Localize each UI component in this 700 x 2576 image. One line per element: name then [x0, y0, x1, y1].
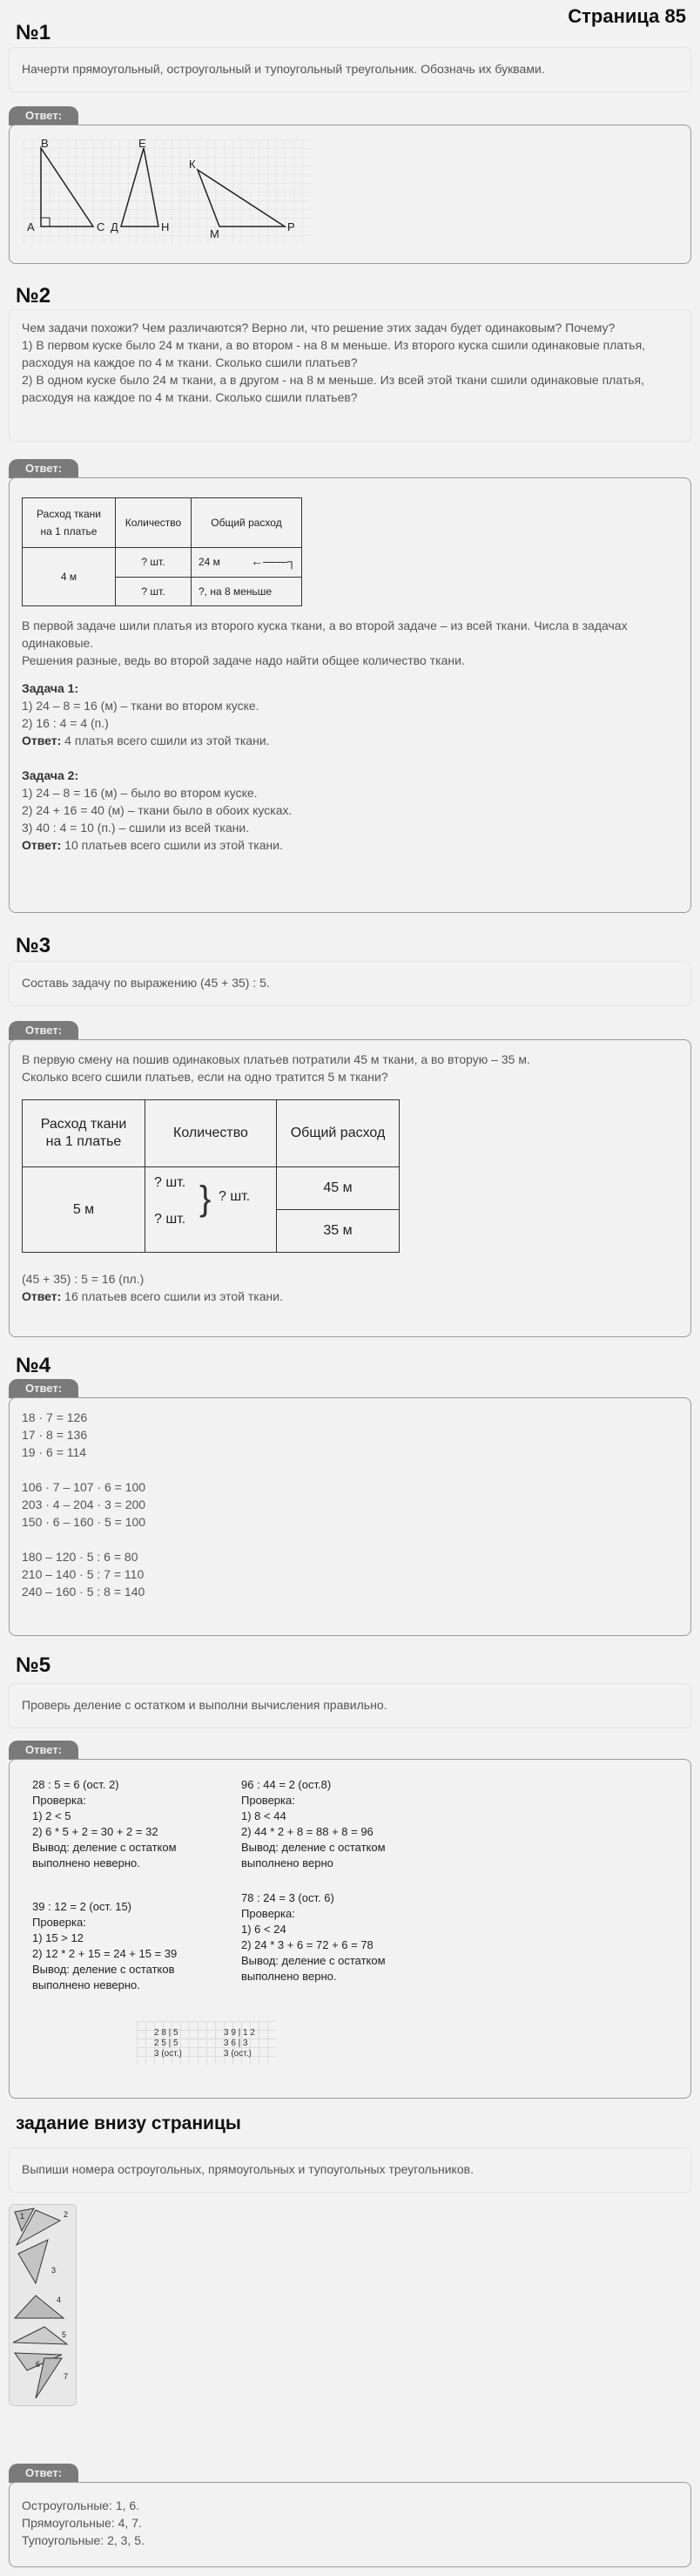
z1-line-2: 2) 16 : 4 = 4 (п.): [22, 716, 109, 730]
t5-c1b-4: Вывод: деление с остатков: [32, 1963, 175, 1976]
t4-line-10: 210 – 140 · 5 : 7 = 110: [22, 1567, 145, 1581]
t6-ans-3: Тупоугольные: 2, 3, 5.: [22, 2533, 145, 2547]
task3-answer: [9, 1039, 691, 1337]
t5-c1b-3: 2) 12 * 2 + 15 = 24 + 15 = 39: [32, 1947, 178, 1960]
num-6: 6: [36, 2360, 41, 2369]
t5-c1b-1: Проверка:: [32, 1916, 86, 1929]
t5-c1b-2: 1) 15 > 12: [32, 1931, 84, 1944]
t3-c1: 5 м: [23, 1167, 145, 1253]
t4-line-2: 17 · 8 = 136: [22, 1428, 88, 1442]
num-3: 3: [51, 2266, 57, 2275]
triangles-drawing: [24, 139, 311, 244]
label-s: С: [97, 220, 105, 233]
t5-long2: [224, 2028, 255, 2059]
t5-c1a-4: Вывод: деление с остатком: [32, 1841, 177, 1854]
t3-problem-1: В первую смену на пошив одинаковых платьев потратили 45 м ткани, а во вторую – 35 м.: [22, 1052, 530, 1066]
label-d: Д: [111, 220, 118, 233]
t3-solution: (45 + 35) : 5 = 16 (пл.): [22, 1272, 145, 1286]
t5-col1a: [32, 1777, 232, 1871]
t2-c1: 4 м: [23, 548, 116, 606]
task4-heading: №4: [16, 1354, 51, 1377]
task6-text: Выпиши номера остроугольных, прямоугольных и тупоугольных треугольников.: [9, 2147, 691, 2193]
num-1: 1: [20, 2212, 25, 2221]
t2-q1: ? шт.: [116, 548, 192, 578]
t5-col2b: [241, 1890, 441, 1984]
t5-c2a-2: 1) 8 < 44: [241, 1809, 286, 1822]
t2-v1: [192, 548, 302, 578]
t5-long-division: [137, 2021, 276, 2065]
t5-c2a-4: Вывод: деление с остатком: [241, 1841, 386, 1854]
t2-v1-text: 24 м: [199, 556, 220, 569]
task5-answer-tab[interactable]: Ответ:: [9, 1741, 78, 1760]
z1-line-1: 1) 24 – 8 = 16 (м) – ткани во втором куске.: [22, 699, 259, 713]
label-r: Р: [287, 220, 295, 233]
t5-c2a-1: Проверка:: [241, 1794, 295, 1807]
t2-h1: Расход ткани на 1 платье: [23, 498, 116, 548]
t4-line-1: 18 · 7 = 126: [22, 1410, 88, 1424]
task2-table: [22, 497, 302, 606]
task2-text: [9, 309, 691, 442]
task6-figure: [9, 2204, 77, 2406]
task6-answer: [9, 2482, 691, 2567]
z2-ans-text: 10 платьев всего сшили из этой ткани.: [61, 838, 283, 852]
arrow-left-icon: ←——┐: [251, 554, 296, 568]
num-4: 4: [57, 2295, 62, 2304]
brace-icon: }: [199, 1180, 212, 1218]
task1-answer-tab[interactable]: Ответ:: [9, 106, 78, 125]
t5-c1a-1: Проверка:: [32, 1794, 86, 1807]
task3-text: Составь задачу по выражению (45 + 35) : 5.: [9, 961, 691, 1006]
t3-problem-2: Сколько всего сшили платьев, если на одно тратится 5 м ткани?: [22, 1070, 388, 1084]
t5-c2a-5: выполнено верно: [241, 1856, 333, 1869]
t3-answer: [22, 1288, 678, 1305]
t5-col2a: [241, 1777, 441, 1871]
t5-c1a-2: 1) 2 < 5: [32, 1809, 71, 1822]
z2-line-2: 2) 24 + 16 = 40 (м) – ткани было в обоих кусках.: [22, 803, 293, 817]
task1-answer: [9, 125, 691, 264]
t5-c2b-5: выполнено верно.: [241, 1970, 337, 1983]
z1-answer: [22, 732, 678, 749]
label-a: А: [27, 220, 35, 233]
task2-heading: №2: [16, 284, 51, 308]
t5-l1-1: 2 5 | 5: [154, 2038, 178, 2048]
t5-c1a-5: выполнено неверно.: [32, 1856, 140, 1869]
task3-answer-tab[interactable]: Ответ:: [9, 1021, 78, 1040]
triangles-set-drawing: [10, 2205, 76, 2405]
task4-answer-tab[interactable]: Ответ:: [9, 1379, 78, 1398]
z1-ans-text: 4 платья всего сшили из этой ткани.: [61, 734, 270, 747]
t4-line-9: 180 – 120 · 5 : 6 = 80: [22, 1550, 138, 1564]
t3-ans-label: Ответ:: [22, 1289, 62, 1303]
z1-title: Задача 1:: [22, 681, 79, 695]
t4-line-7: 150 · 6 – 160 · 5 = 100: [22, 1515, 146, 1529]
t5-c2a-0: 96 : 44 = 2 (ост.8): [241, 1778, 332, 1791]
t5-l2-1: 3 6 | 3: [224, 2038, 248, 2048]
task5-heading: №5: [16, 1653, 51, 1677]
t6-ans-2: Прямоугольные: 4, 7.: [22, 2516, 142, 2530]
t5-c2b-2: 1) 6 < 24: [241, 1923, 286, 1936]
num-2: 2: [64, 2210, 69, 2219]
task2-answer: [9, 477, 691, 913]
t5-l2-0: 3 9 | 1 2: [224, 2028, 255, 2038]
z2-ans-label: Ответ:: [22, 838, 62, 852]
t5-c2b-4: Вывод: деление с остатком: [241, 1954, 386, 1967]
t5-l1-2: 3 (ост.): [154, 2049, 182, 2059]
num-7: 7: [64, 2372, 69, 2381]
t5-l1-0: 2 8 | 5: [154, 2028, 178, 2038]
task2-question: Чем задачи похожи? Чем различаются? Верно ли, что решение этих задач будет одинаковым? Почему?: [22, 321, 616, 335]
t3-v1: 45 м: [277, 1167, 400, 1210]
t3-h1: Расход ткани на 1 платье: [23, 1100, 145, 1167]
label-v: В: [41, 139, 49, 150]
label-e: Е: [138, 139, 146, 150]
t4-line-3: 19 · 6 = 114: [22, 1445, 87, 1459]
z2-answer: [22, 836, 678, 854]
t3-v2: 35 м: [277, 1210, 400, 1253]
task3-heading: №3: [16, 934, 51, 957]
t5-c2b-0: 78 : 24 = 3 (ост. 6): [241, 1891, 334, 1904]
t5-c2a-3: 2) 44 * 2 + 8 = 88 + 8 = 96: [241, 1825, 374, 1838]
t5-long1: [154, 2028, 182, 2059]
task6-answer-tab[interactable]: Ответ:: [9, 2464, 78, 2483]
t3-qty-cell: [145, 1167, 277, 1253]
num-5: 5: [62, 2330, 67, 2339]
task4-answer: [9, 1397, 691, 1636]
label-k: К: [189, 158, 196, 171]
t3-ans-text: 16 платьев всего сшили из этой ткани.: [61, 1289, 283, 1303]
t5-c1a-3: 2) 6 * 5 + 2 = 30 + 2 = 32: [32, 1825, 158, 1838]
t2-h3: Общий расход: [192, 498, 302, 548]
task1-text: Начерти прямоугольный, остроугольный и тупоугольный треугольник. Обозначь их буквами.: [9, 47, 691, 92]
t5-c1b-0: 39 : 12 = 2 (ост. 15): [32, 1900, 131, 1913]
t5-c2b-3: 2) 24 * 3 + 6 = 72 + 6 = 78: [241, 1938, 374, 1951]
z1-ans-label: Ответ:: [22, 734, 62, 747]
z2-title: Задача 2:: [22, 768, 79, 782]
t3-h2: Количество: [145, 1100, 277, 1167]
t5-col1b: [32, 1899, 232, 1993]
triangle-3: [18, 2240, 48, 2283]
t3-h3: Общий расход: [277, 1100, 400, 1167]
z2-line-3: 3) 40 : 4 = 10 (п.) – сшили из всей ткани.: [22, 821, 250, 835]
label-m: М: [210, 227, 219, 240]
t5-l2-2: 3 (ост.): [224, 2049, 252, 2059]
t3-q1: ? шт.: [154, 1175, 186, 1190]
t5-c2b-1: Проверка:: [241, 1907, 295, 1920]
t6-ans-1: Остроугольные: 1, 6.: [22, 2498, 140, 2512]
t5-c1b-5: выполнено неверно.: [32, 1978, 140, 1991]
task1-heading: №1: [16, 21, 51, 44]
task2-problem-1: 1) В первом куске было 24 м ткани, а во втором - на 8 м меньше. Из второго куска сшили одинаковые платья, расходуя на каждое по 4 м ткани. Сколько сшили платьев?: [22, 338, 646, 369]
task5-answer: [9, 1759, 691, 2099]
t2-explain-2: Решения разные, ведь во второй задаче надо найти общее количество ткани.: [22, 653, 465, 667]
t4-line-5: 106 · 7 – 107 · 6 = 100: [22, 1480, 146, 1494]
t3-q2: ? шт.: [154, 1212, 186, 1227]
label-n: Н: [161, 220, 170, 233]
t5-c1a-0: 28 : 5 = 6 (ост. 2): [32, 1778, 119, 1791]
t2-h2: Количество: [116, 498, 192, 548]
page-title: Страница 85: [568, 5, 686, 27]
task5-text: Проверь деление с остатком и выполни вычисления правильно.: [9, 1683, 691, 1728]
task2-answer-tab[interactable]: Ответ:: [9, 459, 78, 478]
t2-v2: ?, на 8 меньше: [192, 577, 302, 606]
task3-table: [22, 1099, 400, 1253]
t4-line-6: 203 · 4 – 204 · 3 = 200: [22, 1498, 146, 1511]
t3-qt: ? шт.: [219, 1189, 251, 1204]
task2-problem-2: 2) В одном куске было 24 м ткани, а в другом - на 8 м меньше. Из всей этой ткани сшили одинаковые платья, расходуя на каждое по 4 м ткани. Сколько сшили платьев?: [22, 373, 645, 404]
triangle-5: [13, 2327, 67, 2344]
z2-line-1: 1) 24 – 8 = 16 (м) – было во втором куске.: [22, 786, 258, 800]
t2-q2: ? шт.: [116, 577, 192, 606]
t2-explain-1: В первой задаче шили платья из второго куска ткани, а во второй задаче – из всей ткани. Числа в задачах одинаковые.: [22, 619, 628, 650]
task6-heading: задание внизу страницы: [16, 2113, 241, 2133]
t4-line-11: 240 – 160 · 5 : 8 = 140: [22, 1585, 145, 1599]
